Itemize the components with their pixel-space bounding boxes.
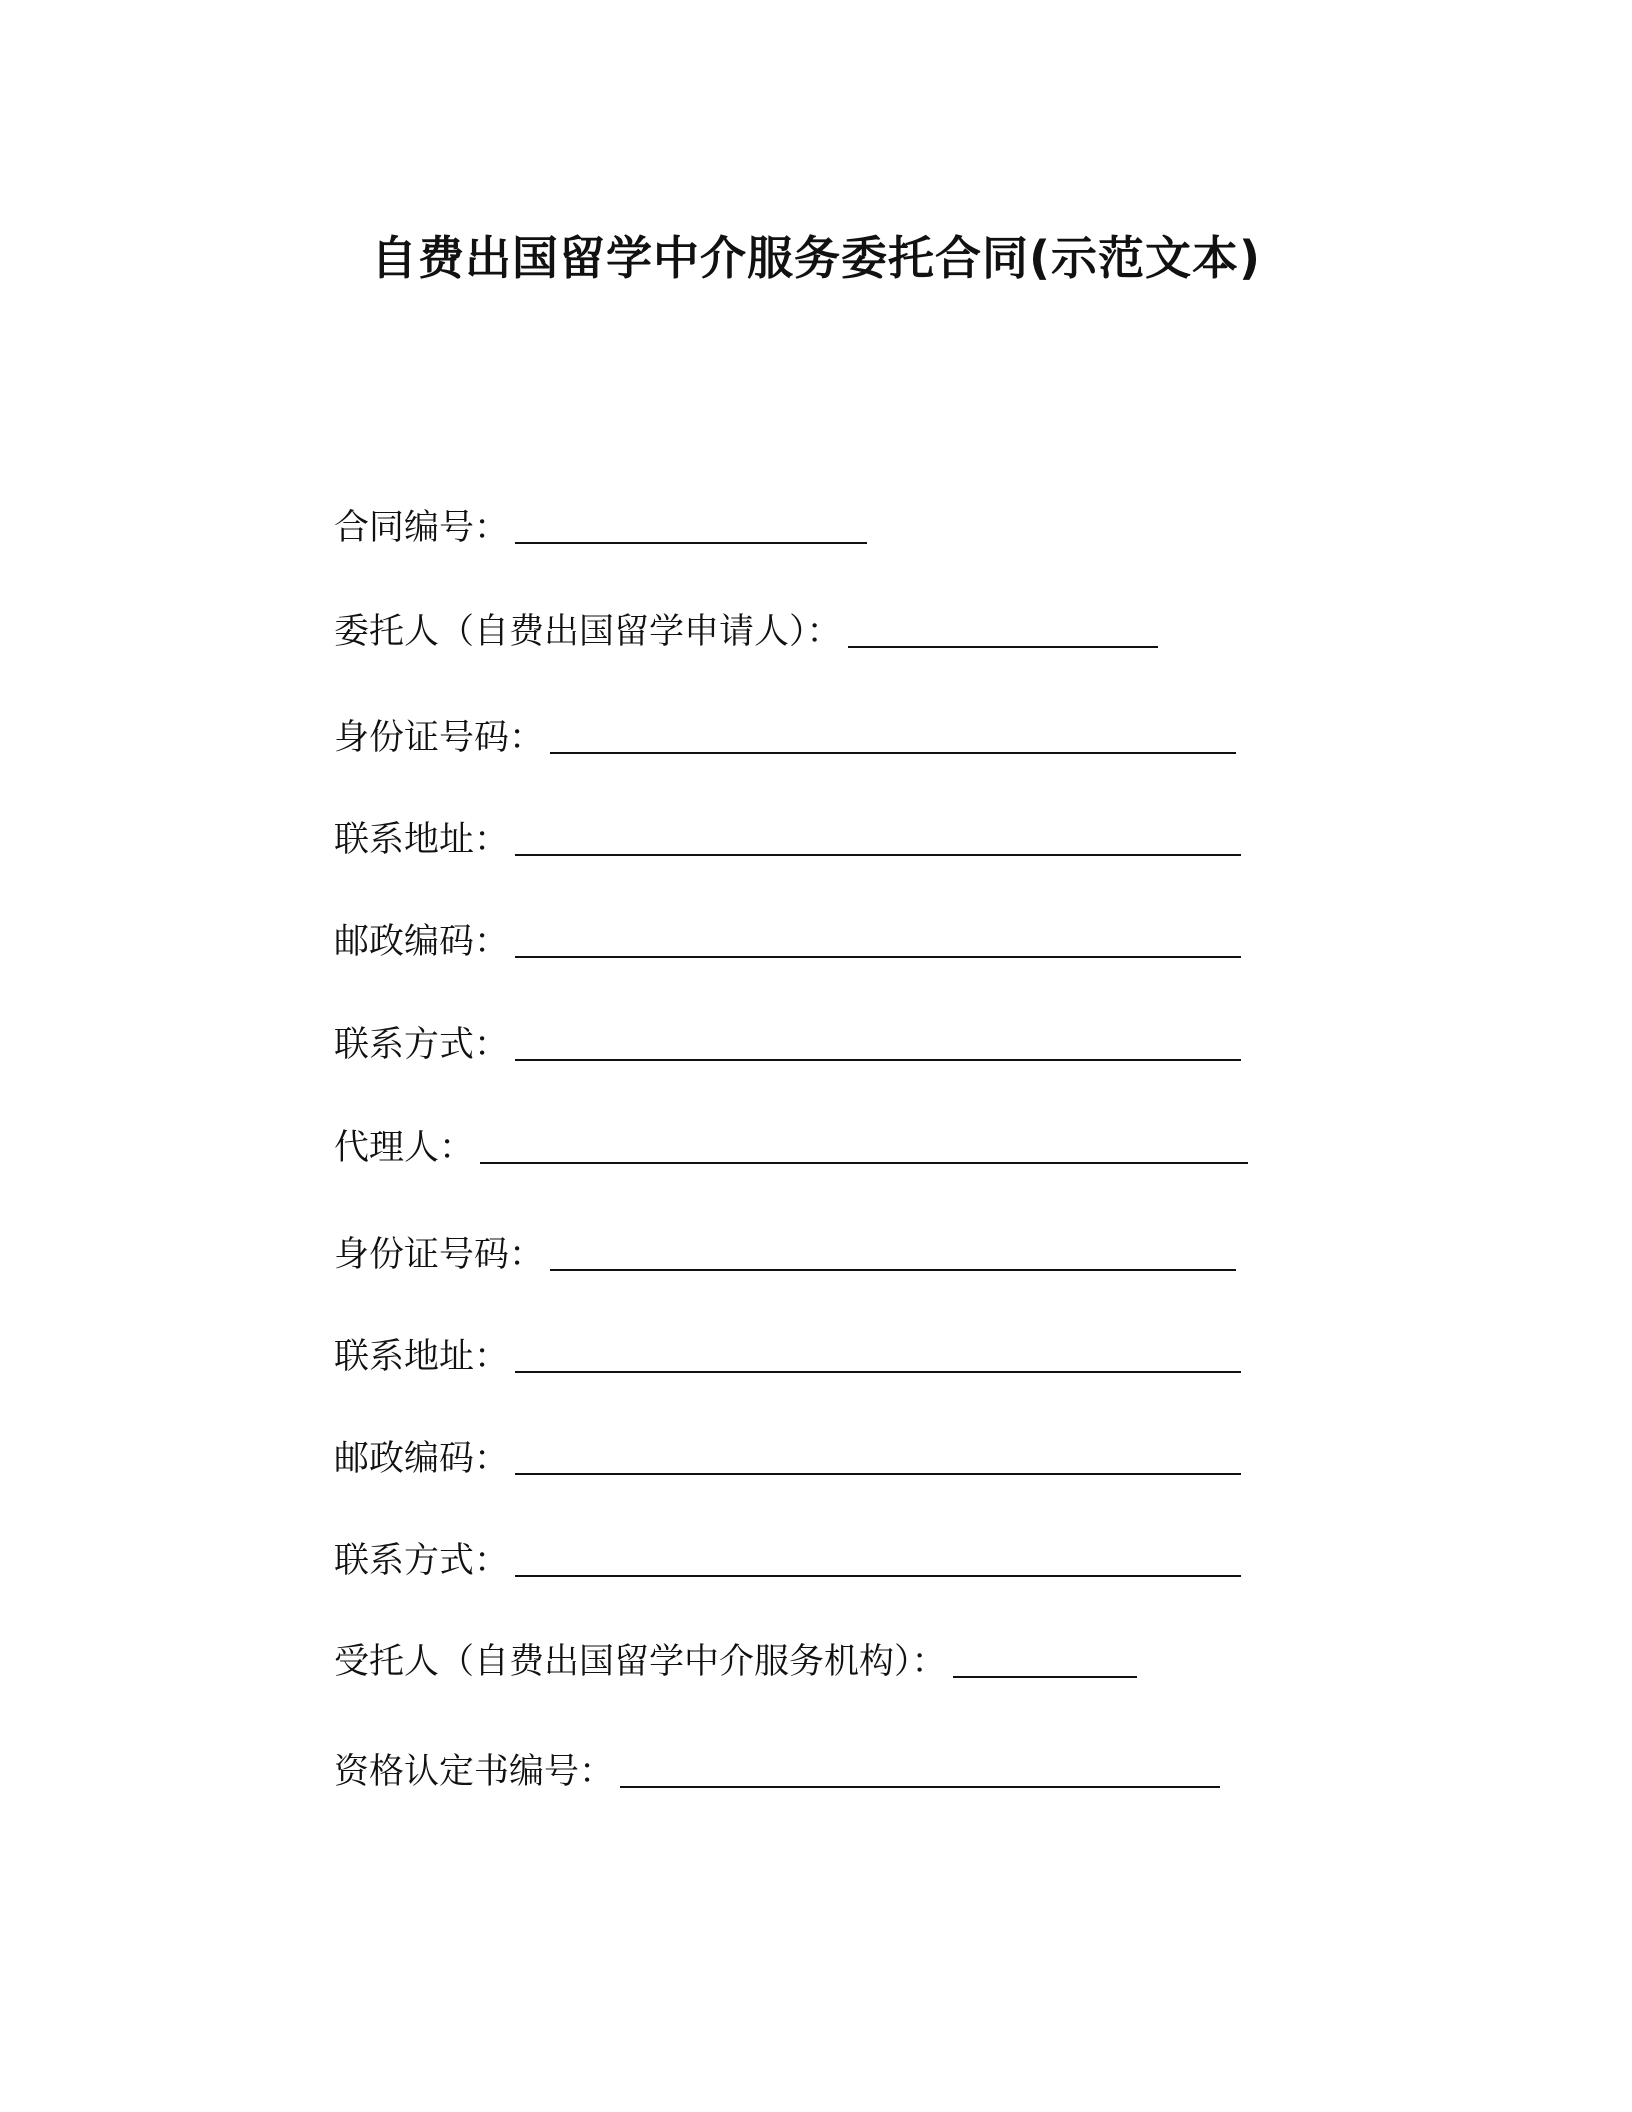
client-field: [334, 598, 1158, 654]
qualification-certificate-number-blank[interactable]: [620, 1746, 1220, 1788]
agent-contact-field: [334, 1527, 1241, 1583]
client-label: 委托人（自费出国留学申请人）：: [334, 612, 842, 652]
contract-number-label: 合同编号：: [334, 508, 510, 548]
agent-id-number-label: 身份证号码：: [334, 1235, 545, 1275]
agent-address-label: 联系地址：: [334, 1337, 510, 1377]
client-postal-code-field: [334, 908, 1241, 964]
agent-contact-label: 联系方式：: [334, 1541, 510, 1581]
contract-number-blank[interactable]: [515, 502, 867, 544]
client-contact-blank[interactable]: [515, 1019, 1241, 1061]
client-postal-code-blank[interactable]: [515, 916, 1241, 958]
trustee-field: [334, 1628, 1137, 1684]
qualification-certificate-number-field: [334, 1738, 1220, 1794]
client-blank[interactable]: [848, 606, 1158, 648]
qualification-certificate-number-label: 资格认定书编号：: [334, 1752, 615, 1792]
trustee-blank[interactable]: [953, 1636, 1137, 1678]
client-contact-label: 联系方式：: [334, 1025, 510, 1065]
agent-field: [334, 1114, 1248, 1170]
client-id-number-blank[interactable]: [550, 712, 1236, 754]
client-postal-code-label: 邮政编码：: [334, 922, 510, 962]
agent-address-blank[interactable]: [515, 1331, 1241, 1373]
agent-blank[interactable]: [480, 1122, 1248, 1164]
agent-label: 代理人：: [334, 1128, 475, 1168]
agent-id-number-blank[interactable]: [550, 1229, 1236, 1271]
agent-postal-code-label: 邮政编码：: [334, 1439, 510, 1479]
client-address-field: [334, 806, 1241, 862]
agent-postal-code-blank[interactable]: [515, 1433, 1241, 1475]
client-address-label: 联系地址：: [334, 820, 510, 860]
document-title: 自费出国留学中介服务委托合同(示范文本): [370, 231, 1262, 285]
agent-id-number-field: [334, 1221, 1236, 1277]
client-id-number-label: 身份证号码：: [334, 718, 545, 758]
agent-contact-blank[interactable]: [515, 1535, 1241, 1577]
agent-address-field: [334, 1323, 1241, 1379]
contract-number-field: [334, 494, 867, 550]
client-id-number-field: [334, 704, 1236, 760]
agent-postal-code-field: [334, 1425, 1241, 1481]
trustee-label: 受托人（自费出国留学中介服务机构）：: [334, 1642, 947, 1682]
client-contact-field: [334, 1011, 1241, 1067]
client-address-blank[interactable]: [515, 814, 1241, 856]
